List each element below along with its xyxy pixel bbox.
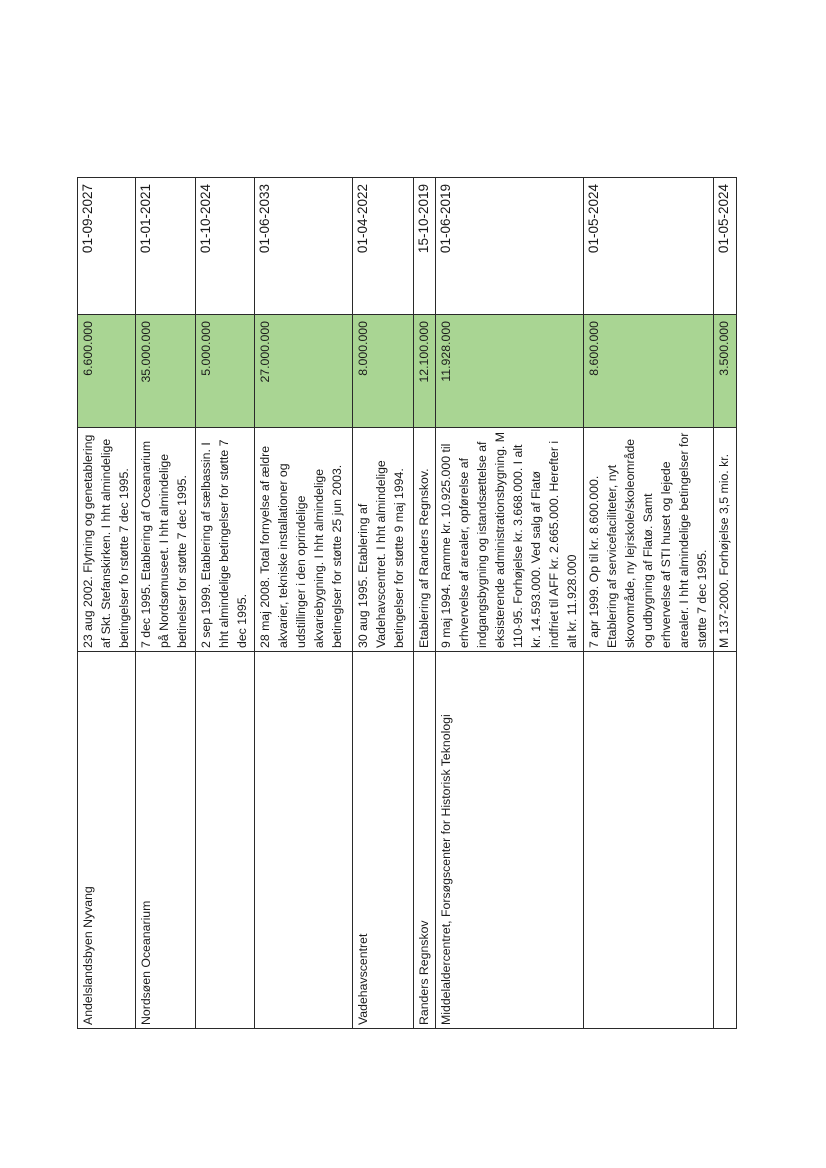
grant-date: 01-06-2019 bbox=[436, 178, 584, 315]
institution-name: Nordsøen Oceanarium bbox=[136, 652, 196, 1029]
grant-amount: 8.600.000 bbox=[584, 315, 714, 428]
grant-date: 01-06-2033 bbox=[255, 178, 353, 315]
grant-description: Etablering af Randers Regnskov. bbox=[414, 428, 436, 652]
institution-name bbox=[714, 652, 737, 1029]
grant-description: 30 aug 1995. Etablering af Vadehavscentret. I hht almindelige betingelser for støtte 9 maj 1994. bbox=[353, 428, 414, 652]
table-row bbox=[78, 178, 136, 1029]
grant-date: 01-05-2024 bbox=[584, 178, 714, 315]
table-row bbox=[714, 178, 737, 1029]
table-row bbox=[414, 178, 436, 1029]
table-row bbox=[584, 178, 714, 1029]
grant-date: 01-01-2021 bbox=[136, 178, 196, 315]
grant-amount: 27.000.000 bbox=[255, 315, 353, 428]
table-row bbox=[353, 178, 414, 1029]
grant-date: 01-10-2024 bbox=[196, 178, 255, 315]
grant-date: 01-05-2024 bbox=[714, 178, 737, 315]
institution-name: Middelaldercentret, Forsøgscenter for Historisk Teknologi bbox=[436, 652, 584, 1029]
grant-date: 01-04-2022 bbox=[353, 178, 414, 315]
grant-description: 23 aug 2002. Flytning og genetablering af Skt. Stefanskirken. I hht almindelige betingelser fo rstøtte 7 dec 1995. bbox=[78, 428, 136, 652]
grant-amount: 8.000.000 bbox=[353, 315, 414, 428]
grant-amount: 5.000.000 bbox=[196, 315, 255, 428]
grant-description: 2 sep 1999. Etablering af sælbassin. I hht almindelige betingelser for støtte 7 dec 1995. bbox=[196, 428, 255, 652]
institution-name: Vadehavscentret bbox=[353, 652, 414, 1029]
table-row bbox=[436, 178, 584, 1029]
grant-description: 28 maj 2008. Total fornyelse af ældre akvarier, tekniske installationer og udstillinger i den oprindelige akvariebygning. I hht almindelige betineglser for støtte 25 jun 2003. bbox=[255, 428, 353, 652]
institution-name bbox=[255, 652, 353, 1029]
grant-description: 7 dec 1995. Etablering af Oceanarium på Nordsømuseet. I hht almindelige betinelser for støtte 7 dec 1995. bbox=[136, 428, 196, 652]
grant-table bbox=[77, 177, 737, 1029]
grant-amount: 12.100.000 bbox=[414, 315, 436, 428]
grant-description: 9 maj 1994. Ramme kr. 10.925.000 til erhvervelse af arealer, opførelse af indgangsbygning og istandsættelse af eksisterende administrationsbygning. M 110-95. Forhøjelse kr. 3.668.000. I alt kr. 14.593.000. Ved salg af Flatø indfriet til AFF kr. 2.665.000. Herefter i alt kr. 11.928.000 bbox=[436, 428, 584, 652]
grant-amount: 11.928.000 bbox=[436, 315, 584, 428]
grant-date: 01-09-2027 bbox=[78, 178, 136, 315]
institution-name bbox=[196, 652, 255, 1029]
grant-date: 15-10-2019 bbox=[414, 178, 436, 315]
table-row bbox=[255, 178, 353, 1029]
grant-description: 7 apr 1999. Op til kr. 8.600.000. Etablering af servicefaciliteter, nyt skovområde, ny lejrskole/skoleområde og udbygning af Flatø. Samt erhvervelse af STI huset og lejede arealer. I hht almindelige betingelser for støtte 7 dec 1995. bbox=[584, 428, 714, 652]
institution-name: Randers Regnskov bbox=[414, 652, 436, 1029]
table-row bbox=[136, 178, 196, 1029]
grant-amount: 6.600.000 bbox=[78, 315, 136, 428]
grant-description: M 137-2000. Forhøjelse 3,5 mio. kr. bbox=[714, 428, 737, 652]
rotated-table-page bbox=[77, 178, 729, 1029]
grant-amount: 35.000.000 bbox=[136, 315, 196, 428]
table-row bbox=[196, 178, 255, 1029]
grant-amount: 3.500.000 bbox=[714, 315, 737, 428]
institution-name bbox=[584, 652, 714, 1029]
institution-name: Andelslandsbyen Nyvang bbox=[78, 652, 136, 1029]
